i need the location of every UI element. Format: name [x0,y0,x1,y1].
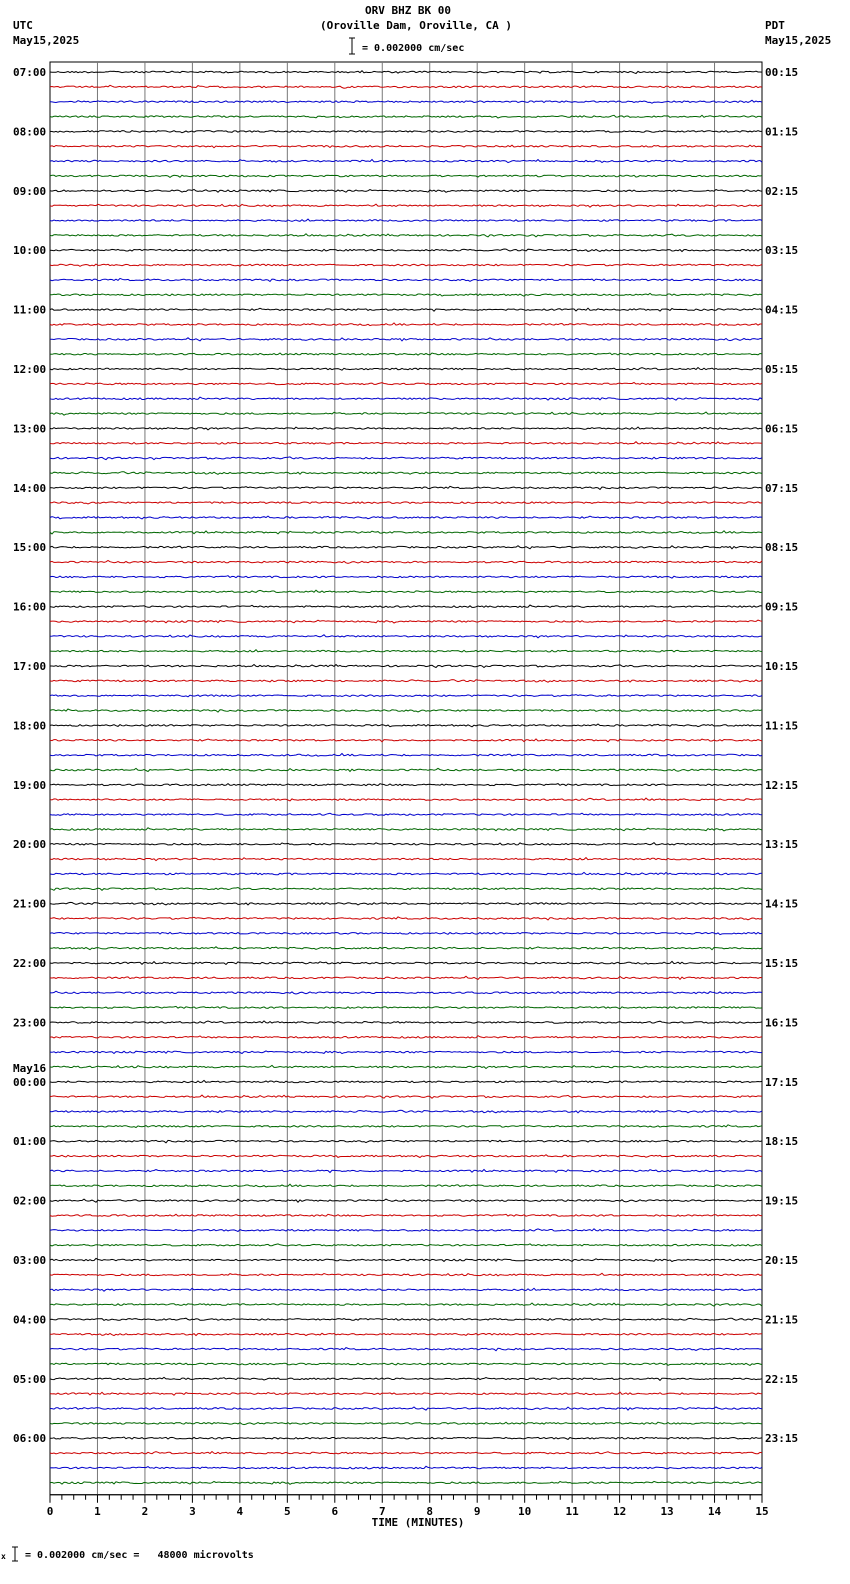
seismic-trace [50,709,762,712]
utc-hour-label: 12:00 [13,363,47,376]
seismic-trace [50,902,762,905]
pdt-hour-label: 17:15 [765,1075,799,1089]
seismic-trace [50,1303,762,1306]
x-tick-label: 13 [660,1504,674,1518]
utc-hour-label: 02:00 [13,1194,47,1208]
seismic-trace [50,1437,762,1439]
pdt-hour-label: 01:15 [765,125,799,139]
pdt-hour-label: 15:15 [765,957,799,970]
seismic-trace [50,516,762,519]
seismic-trace [50,768,762,771]
seismic-trace [50,680,762,683]
seismic-trace [50,650,762,652]
seismic-trace [50,160,762,163]
pdt-hour-label: 23:15 [765,1432,799,1446]
x-tick-label: 11 [565,1504,579,1518]
seismic-trace [50,1422,762,1424]
seismic-trace [50,1333,762,1335]
x-tick-label: 8 [426,1504,434,1518]
seismic-trace [50,71,762,74]
pdt-hour-label: 10:15 [765,660,799,673]
seismic-trace [50,100,762,103]
x-tick-label: 12 [612,1504,627,1518]
x-axis-label: TIME (MINUTES) [371,1515,465,1529]
utc-hour-label: 10:00 [13,244,47,258]
seismic-trace [50,486,762,489]
seismic-trace [50,1006,762,1008]
x-tick-label: 2 [141,1504,149,1518]
seismic-trace [50,561,762,564]
seismic-trace [50,813,762,815]
seismic-trace [50,368,762,371]
pdt-hour-label: 13:15 [765,838,799,852]
seismic-trace [50,531,762,534]
scale-label: = 0.002000 cm/sec [362,43,465,54]
pdt-hour-label: 07:15 [765,481,799,495]
utc-hour-label: 22:00 [13,957,47,970]
plot-frame [50,62,762,1495]
seismic-trace [50,457,762,460]
seismic-trace [50,590,762,592]
seismic-trace [50,353,762,355]
pdt-hour-label: 09:15 [765,600,799,614]
pdt-hour-label: 08:15 [765,541,799,555]
seismic-trace [50,1170,762,1173]
seismic-trace [50,1392,762,1395]
utc-hour-label: 18:00 [13,719,47,733]
seismic-trace [50,472,762,475]
seismic-trace [50,502,762,504]
seismic-trace [50,858,762,861]
chart-subtitle: (Oroville Dam, Oroville, CA ) [319,19,513,32]
seismic-trace [50,843,762,846]
pdt-hour-label: 03:15 [765,244,799,258]
pdt-hour-label: 04:15 [765,303,799,317]
seismic-trace [50,784,762,786]
left-date: May15,2025 [13,34,80,47]
seismic-trace [50,1452,762,1454]
seismic-trace [50,249,762,252]
seismic-trace [50,234,762,237]
seismic-trace [50,383,762,385]
pdt-hour-label: 22:15 [765,1372,799,1386]
seismic-trace [50,278,762,281]
seismic-trace [50,442,762,444]
seismic-trace [50,665,762,668]
seismic-trace [50,293,762,296]
seismic-trace [50,635,762,638]
seismic-trace [50,1140,762,1143]
seismic-trace [50,1199,762,1202]
seismic-trace [50,1407,762,1410]
pdt-hour-label: 14:15 [765,897,799,911]
date-change-label: May16 [13,1061,47,1075]
seismic-trace [50,1080,762,1082]
seismic-trace [50,739,762,742]
seismic-trace [50,1095,762,1098]
seismic-trace [50,947,762,950]
x-tick-label: 4 [236,1504,244,1518]
seismic-trace [50,264,762,266]
seismic-trace [50,724,762,727]
x-tick-label: 14 [707,1504,722,1518]
seismic-trace [50,397,762,400]
x-tick-label: 0 [46,1504,54,1518]
seismic-trace [50,308,762,311]
x-tick-label: 5 [284,1504,291,1518]
seismic-trace [50,1348,762,1351]
x-tick-label: 6 [331,1504,339,1518]
seismic-trace [50,917,762,920]
utc-hour-label: 14:00 [13,481,47,495]
seismic-trace [50,888,762,891]
right-time-zone: PDT [765,19,785,32]
seismic-trace [50,1363,762,1365]
seismic-trace [50,1036,762,1038]
utc-hour-label: 21:00 [13,897,47,911]
pdt-hour-label: 16:15 [765,1016,799,1030]
seismic-trace [50,1065,762,1068]
seismic-trace [50,976,762,979]
seismic-trace [50,1318,762,1320]
seismic-trace [50,961,762,964]
seismic-trace [50,1481,762,1484]
x-tick-label: 1 [94,1504,101,1518]
seismic-trace [50,338,762,341]
utc-hour-label: 00:00 [13,1075,47,1089]
pdt-hour-label: 18:15 [765,1135,799,1149]
seismic-trace [50,620,762,623]
utc-hour-label: 03:00 [13,1254,47,1267]
seismic-trace [50,1214,762,1216]
seismic-trace [50,204,762,207]
seismic-trace [50,798,762,801]
seismic-trace [50,1258,762,1261]
seismic-trace [50,1051,762,1054]
x-tick-label: 3 [189,1504,196,1518]
utc-hour-label: 09:00 [13,184,47,198]
seismic-trace [50,1288,762,1291]
utc-hour-label: 13:00 [13,422,47,436]
utc-hour-label: 11:00 [13,303,47,317]
utc-hour-label: 04:00 [13,1313,47,1327]
seismic-trace [50,546,762,549]
seismic-trace [50,1110,762,1113]
footer-marker: x [1,1552,6,1561]
seismic-trace [50,1184,762,1187]
seismic-trace [50,131,762,133]
seismic-trace [50,1229,762,1232]
seismic-trace [50,872,762,874]
footer-scale-note: = 0.002000 cm/sec = 48000 microvolts [25,1550,254,1561]
x-tick-label: 7 [378,1504,386,1518]
seismic-trace [50,115,762,118]
seismic-trace [50,1273,762,1276]
seismic-trace [50,412,762,415]
seismic-trace [50,1244,762,1246]
pdt-hour-label: 11:15 [765,719,799,733]
pdt-hour-label: 19:15 [765,1194,799,1208]
utc-hour-label: 17:00 [13,660,47,673]
left-time-zone: UTC [13,19,33,32]
utc-hour-label: 20:00 [13,838,47,852]
seismic-trace [50,991,762,994]
utc-hour-label: 06:00 [13,1432,47,1446]
seismic-trace [50,1155,762,1158]
chart-title: ORV BHZ BK 00 [364,4,452,17]
seismic-trace [50,932,762,934]
x-tick-label: 9 [473,1504,481,1518]
x-tick-label: 15 [755,1504,769,1518]
pdt-hour-label: 02:15 [765,184,799,198]
seismic-trace [50,576,762,578]
seismic-trace [50,605,762,607]
utc-hour-label: 08:00 [13,125,47,139]
pdt-hour-label: 00:15 [765,66,799,79]
utc-hour-label: 23:00 [13,1016,47,1030]
pdt-hour-label: 05:15 [765,363,799,376]
utc-hour-label: 19:00 [13,778,47,792]
seismic-trace [50,85,762,88]
utc-hour-label: 15:00 [13,541,47,555]
pdt-hour-label: 06:15 [765,422,799,436]
seismic-trace [50,323,762,326]
utc-hour-label: 07:00 [13,66,47,79]
seismic-trace [50,1021,762,1023]
right-date: May15,2025 [765,34,832,47]
pdt-hour-label: 12:15 [765,778,799,792]
seismic-trace [50,219,762,221]
seismic-trace [50,427,762,430]
seismic-trace [50,1125,762,1128]
seismic-trace [50,1466,762,1468]
seismic-trace [50,145,762,148]
pdt-hour-label: 20:15 [765,1254,799,1267]
utc-hour-label: 05:00 [13,1372,47,1386]
seismic-trace [50,175,762,177]
seismic-trace [50,695,762,697]
pdt-hour-label: 21:15 [765,1313,799,1327]
utc-hour-label: 16:00 [13,600,47,614]
utc-hour-label: 01:00 [13,1135,47,1149]
seismic-trace [50,754,762,757]
seismic-trace [50,189,762,192]
seismic-trace [50,1377,762,1380]
x-tick-label: 10 [518,1504,532,1518]
seismic-trace [50,828,762,831]
